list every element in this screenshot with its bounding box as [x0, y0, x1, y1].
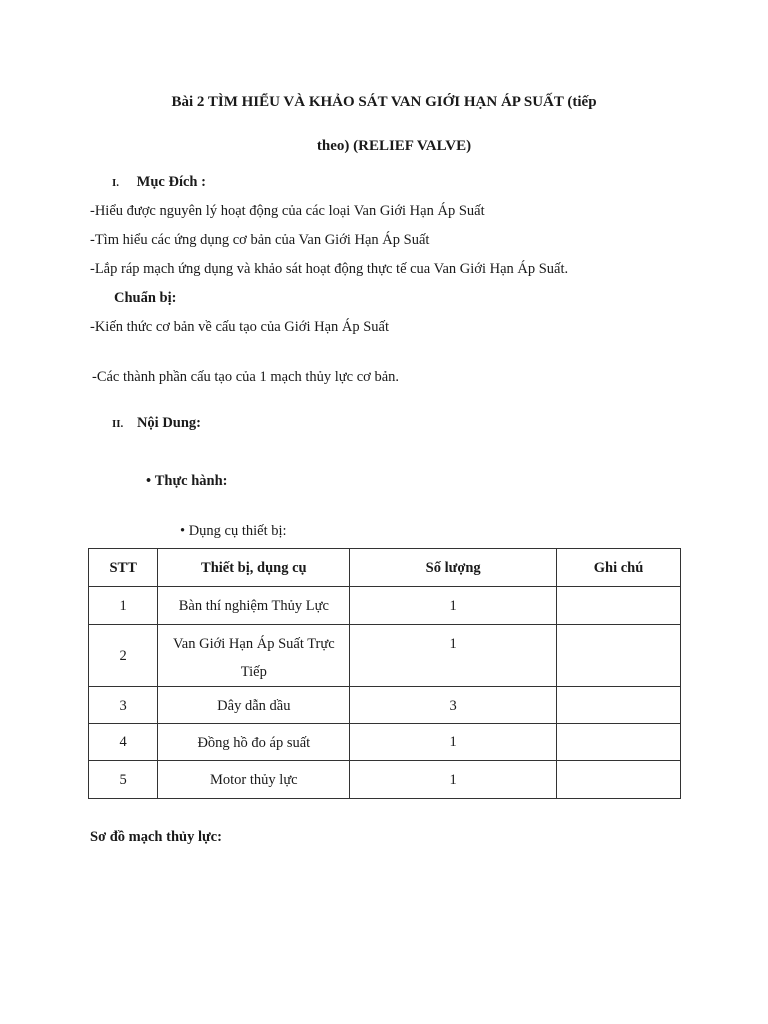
equipment-table: [88, 548, 681, 799]
purpose-item-2: -Tìm hiểu các ứng dụng cơ bản của Van Giới Hạn Áp Suất: [90, 232, 430, 248]
section2-heading: [112, 415, 201, 432]
cell-quantity: 1: [350, 625, 557, 687]
cell-note: [557, 625, 681, 687]
practice-item: [146, 473, 227, 490]
purpose-item-3: -Lắp ráp mạch ứng dụng và khảo sát hoạt động thực tế cua Van Giới Hạn Áp Suất.: [90, 261, 569, 277]
section1-number: I.: [112, 177, 120, 189]
cell-device: Dây dẫn dầu: [158, 687, 350, 724]
prep-heading: Chuẩn bị:: [114, 290, 177, 306]
practice-label: Thực hành:: [154, 473, 228, 489]
cell-note: [557, 587, 681, 625]
cell-device: Đồng hồ đo áp suất: [158, 724, 350, 761]
cell-note: [557, 761, 681, 799]
bullet-icon: •: [180, 523, 186, 539]
table-row: [89, 724, 681, 761]
tools-item: [180, 523, 287, 540]
cell-device: [158, 625, 350, 687]
cell-note: [557, 724, 681, 761]
header-note: Ghi chú: [557, 549, 681, 587]
section1-title: Mục Đích :: [136, 174, 206, 190]
bullet-icon: •: [146, 473, 152, 489]
cell-device-line-1: Van Giới Hạn Áp Suất Trực: [172, 636, 335, 652]
table-header-row: [89, 549, 681, 587]
header-quantity: Số lượng: [350, 549, 557, 587]
cell-note: [557, 687, 681, 724]
cell-device: Motor thủy lực: [158, 761, 350, 799]
section2-number: II.: [112, 418, 124, 430]
cell-quantity: 1: [350, 761, 557, 799]
prep-item-1: -Kiến thức cơ bản về cấu tạo của Giới Hạn Áp Suất: [90, 319, 389, 335]
section1-heading: [112, 174, 206, 191]
table-row: [89, 687, 681, 724]
cell-quantity: 3: [350, 687, 557, 724]
cell-stt: 5: [89, 761, 158, 799]
table-row: [89, 587, 681, 625]
cell-device-line-2: Tiếp: [240, 664, 267, 680]
cell-quantity: 1: [350, 724, 557, 761]
cell-quantity: 1: [350, 587, 557, 625]
header-device: Thiết bị, dụng cụ: [158, 549, 350, 587]
cell-stt: 1: [89, 587, 158, 625]
section2-title: Nội Dung:: [136, 415, 201, 431]
header-stt: STT: [89, 549, 158, 587]
cell-device: Bàn thí nghiệm Thủy Lực: [158, 587, 350, 625]
table-row: [89, 625, 681, 687]
tools-label: Dụng cụ thiết bị:: [188, 523, 287, 539]
prep-item-2: -Các thành phần cấu tạo của 1 mạch thủy lực cơ bản.: [92, 369, 400, 385]
purpose-item-1: -Hiểu được nguyên lý hoạt động của các loại Van Giới Hạn Áp Suất: [90, 203, 485, 219]
diagram-heading: Sơ đồ mạch thủy lực:: [90, 829, 222, 845]
cell-stt: 3: [89, 687, 158, 724]
cell-stt: 2: [89, 625, 158, 687]
table-row: [89, 761, 681, 799]
title-line-2: theo) (RELIEF VALVE): [316, 138, 472, 154]
cell-stt: 4: [89, 724, 158, 761]
title-line-1: Bài 2 TÌM HIỂU VÀ KHẢO SÁT VAN GIỚI HẠN ÁP SUẤT (tiếp: [171, 94, 597, 110]
